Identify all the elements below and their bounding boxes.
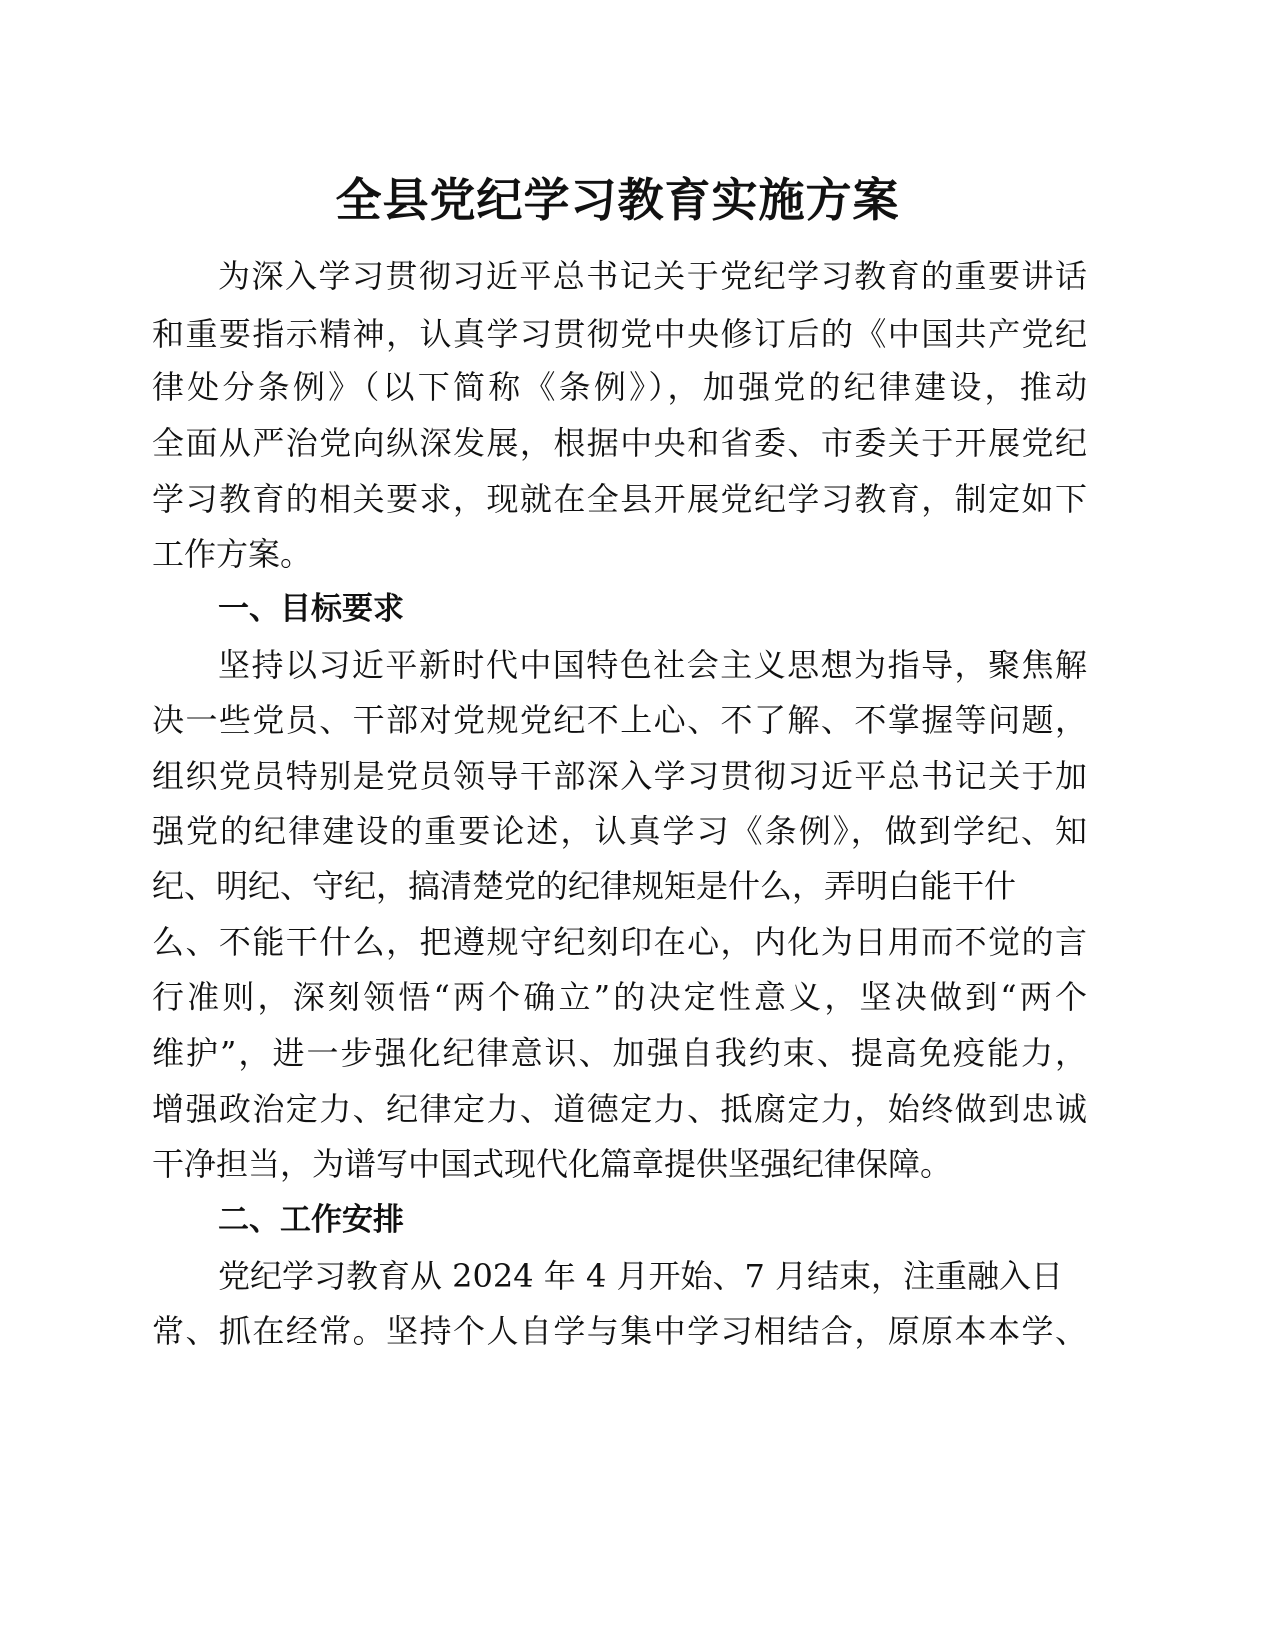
goals-line-2: 决一些党员、干部对党规党纪不上心、不了解、不掌握等问题， xyxy=(152,701,1087,739)
goals-line-7: 行准则，深刻领悟“两个确立”的决定性意义，坚决做到“两个 xyxy=(152,978,1087,1016)
intro-line-5: 学习教育的相关要求，现就在全县开展党纪学习教育，制定如下 xyxy=(152,480,1087,518)
arrangement-line-1: 党纪学习教育从 2024 年 4 月开始、7 月结束，注重融入日 xyxy=(218,1257,1064,1295)
intro-line-6: 工作方案。 xyxy=(152,535,313,573)
intro-line-3: 律处分条例》（以下简称《条例》），加强党的纪律建设，推动 xyxy=(152,368,1087,406)
document-title: 全县党纪学习教育实施方案 xyxy=(335,173,900,227)
intro-line-2: 和重要指示精神，认真学习贯彻党中央修订后的《中国共产党纪 xyxy=(152,315,1087,353)
section-heading-goals: 一、目标要求 xyxy=(218,591,404,627)
intro-line-1: 为深入学习贯彻习近平总书记关于党纪学习教育的重要讲话 xyxy=(218,257,1087,295)
intro-line-4: 全面从严治党向纵深发展，根据中央和省委、市委关于开展党纪 xyxy=(152,424,1087,462)
goals-line-8: 维护”，进一步强化纪律意识、加强自我约束、提高免疫能力， xyxy=(152,1034,1087,1072)
goals-line-3: 组织党员特别是党员领导干部深入学习贯彻习近平总书记关于加 xyxy=(152,757,1087,795)
goals-line-10: 干净担当，为谱写中国式现代化篇章提供坚强纪律保障。 xyxy=(152,1145,953,1183)
goals-line-5: 纪、明纪、守纪，搞清楚党的纪律规矩是什么，弄明白能干什 xyxy=(152,867,1017,905)
goals-line-1: 坚持以习近平新时代中国特色社会主义思想为指导，聚焦解 xyxy=(218,646,1087,684)
section-heading-arrangement: 二、工作安排 xyxy=(218,1202,404,1238)
goals-line-6: 么、不能干什么，把遵规守纪刻印在心，内化为日用而不觉的言 xyxy=(152,923,1087,961)
goals-line-9: 增强政治定力、纪律定力、道德定力、抵腐定力，始终做到忠诚 xyxy=(152,1090,1087,1128)
arrangement-line-2: 常、抓在经常。坚持个人自学与集中学习相结合，原原本本学、 xyxy=(152,1312,1087,1350)
goals-line-4: 强党的纪律建设的重要论述，认真学习《条例》，做到学纪、知 xyxy=(152,812,1087,850)
